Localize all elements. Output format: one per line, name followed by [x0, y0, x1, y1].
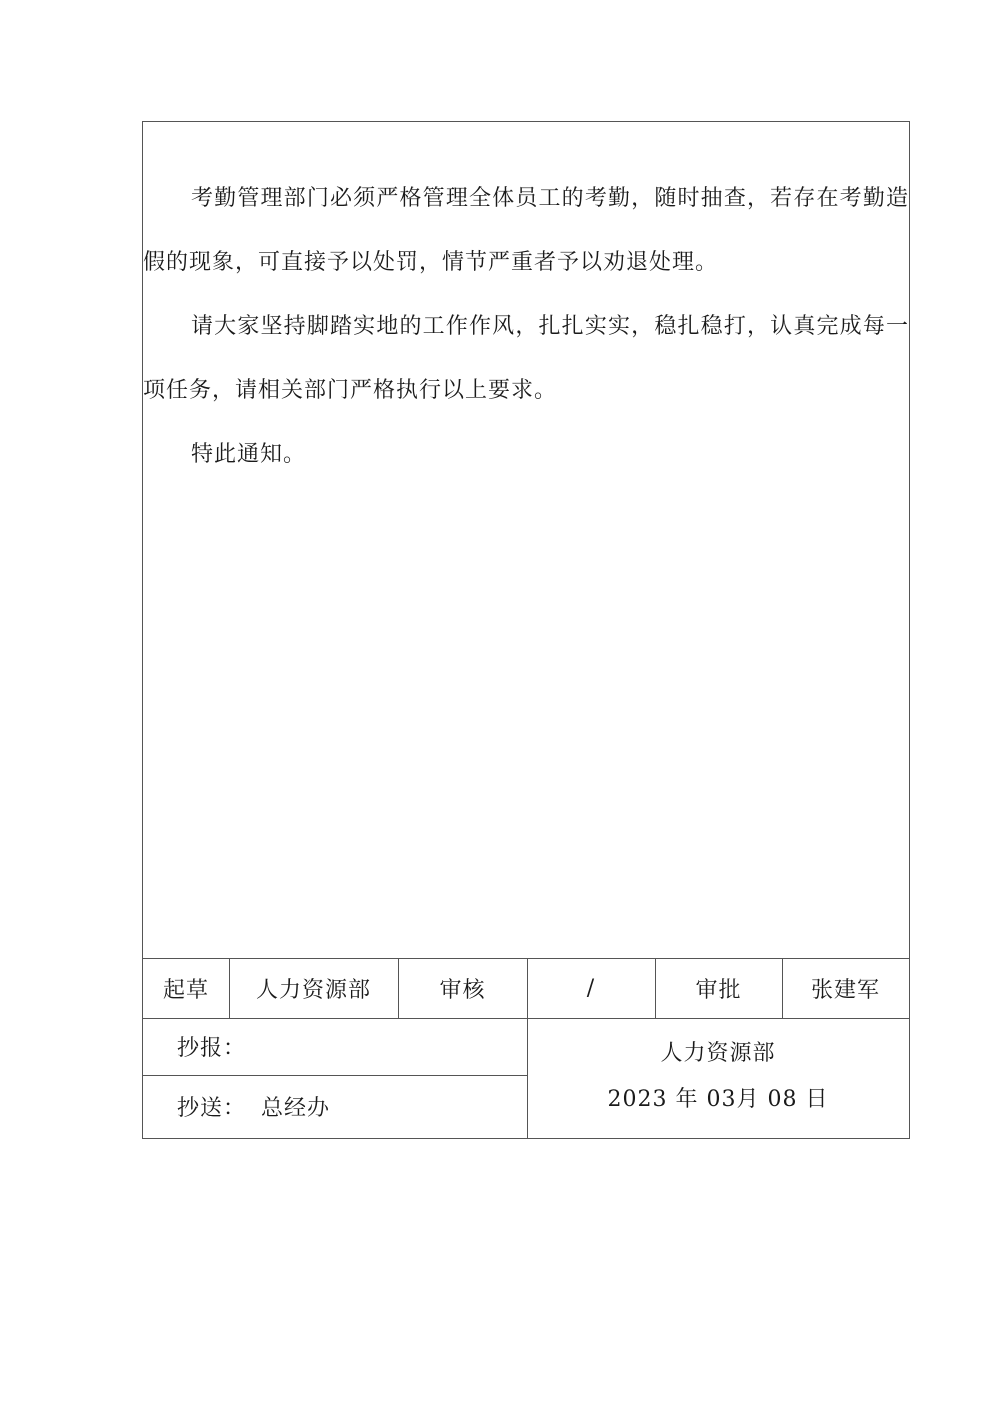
approve-label: 审批	[695, 977, 742, 1003]
review-label: 审核	[439, 977, 486, 1003]
paragraph-closing: 特此通知。	[191, 442, 307, 467]
signature-date: 2023 年 03月 08 日	[607, 1087, 829, 1112]
draft-label: 起草	[162, 977, 209, 1003]
report-row	[177, 1018, 246, 1075]
signature-department: 人力资源部	[660, 1041, 776, 1066]
send-row	[177, 1075, 330, 1138]
report-label: 抄报：	[177, 1036, 247, 1061]
send-value: 总经办	[261, 1096, 331, 1121]
draft-value: 人力资源部	[255, 977, 371, 1003]
approve-value: 张建军	[810, 977, 880, 1003]
send-label: 抄送：	[177, 1096, 247, 1121]
paragraph-attendance: 考勤管理部门必须严格管理全体员工的考勤，随时抽查，若存在考勤造假的现象，可直接予以处罚，情节严重者予以劝退处理。	[143, 186, 909, 275]
table-row1-bottom-line	[143, 1018, 909, 1019]
review-value: /	[586, 975, 596, 1001]
document-frame	[142, 121, 910, 1139]
paragraph-work-style: 请大家坚持脚踏实地的工作作风，扎扎实实，稳扎稳打，认真完成每一项任务，请相关部门严格执行以上要求。	[143, 314, 909, 403]
